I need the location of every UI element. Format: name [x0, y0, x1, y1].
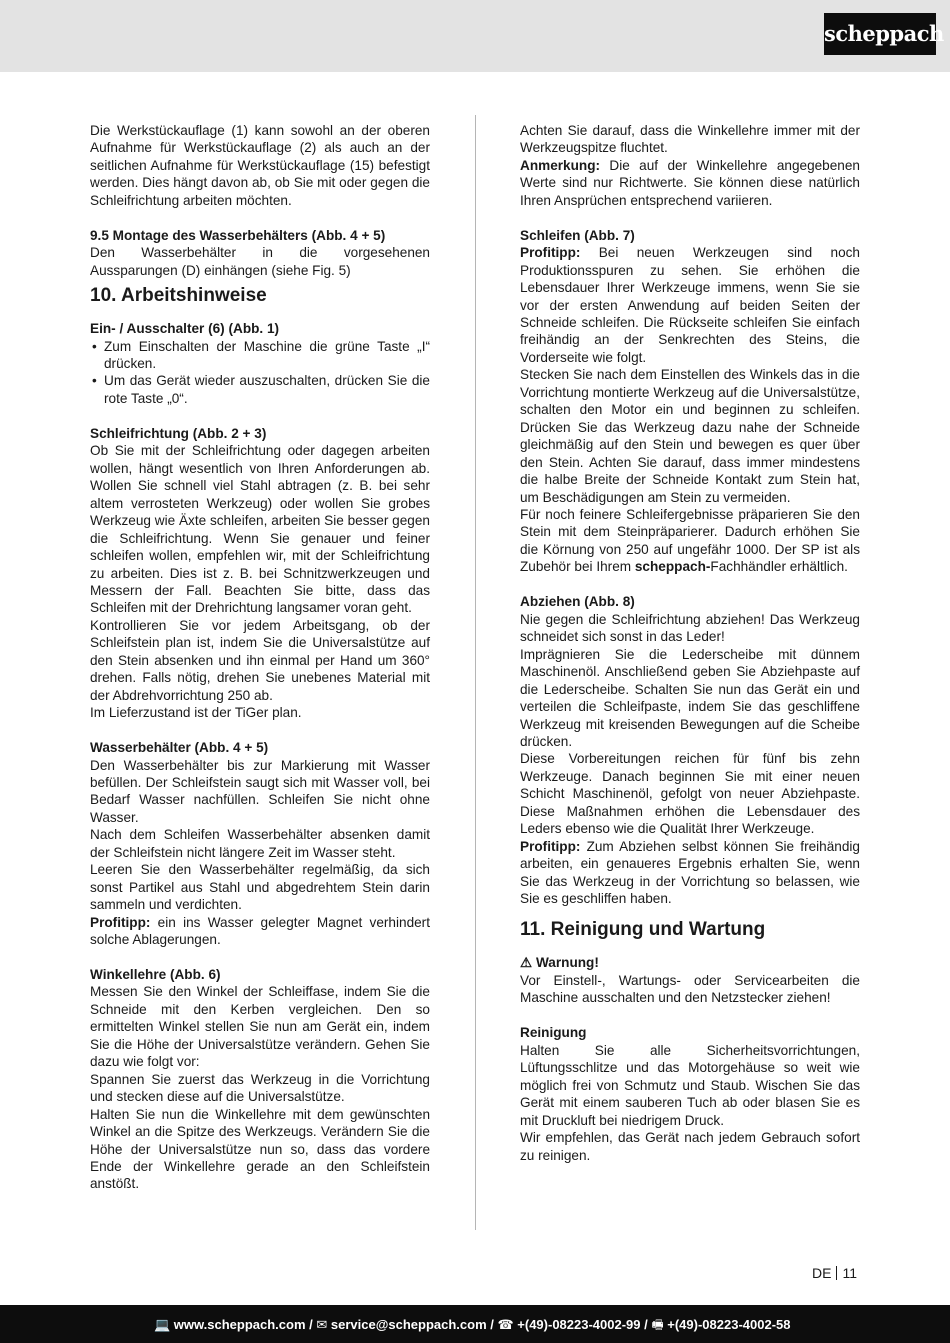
list-item: • Um das Gerät wieder auszuschalten, drücken Sie die rote Taste „0“. — [90, 372, 430, 407]
computer-icon: 💻 — [154, 1317, 171, 1332]
paragraph: Den Wasserbehälter bis zur Markierung mit Wasser befüllen. Der Schleifstein saugt sich mit Wasser voll, bei Bedarf Wasser nachfüllen. Schleifen Sie nicht ohne Wasser. — [90, 757, 430, 825]
bullet-list — [90, 338, 430, 408]
left-column — [90, 122, 430, 1193]
paragraph: Spannen Sie zuerst das Werkzeug in die Vorrichtung und stecken diese auf die Universalstütze. — [90, 1071, 430, 1105]
paragraph — [520, 506, 860, 576]
website-link[interactable]: www.scheppach.com / — [170, 1317, 317, 1332]
note-text: Die auf der Winkellehre angegebenen Werte sind nur Richtwerte. Sie können diese natürlich Ihren Ansprüchen entsprechend variieren. — [520, 157, 860, 208]
paragraph: Nach dem Schleifen Wasserbehälter absenken damit der Schleifstein nicht längere Zeit im Wasser steht. — [90, 827, 430, 860]
text-span: Fachhändler erhältlich. — [710, 559, 848, 575]
subheading: Ein- / Ausschalter (6) (Abb. 1) — [90, 321, 280, 337]
paragraph: Imprägnieren Sie die Lederscheibe mit dünnem Maschinenöl. Anschließend geben Sie Abziehpaste auf die Lederscheibe. Schalten Sie nun das Gerät ein und verteilen die Schleifpaste, indem Sie das geschliffene Werkzeug mit kreisenden Bewegungen auf die Scheibe drücken. — [520, 646, 860, 749]
paragraph: Kontrollieren Sie vor jedem Arbeitsgang, ob der Schleifstein plan ist, indem Sie die Universalstütze auf den Stein absenken und ihn einmal per Hand um 360° drehen. Falls nötig, drehen Sie unebenes Material mit der Abdrehvorrichtung 250 ab. — [90, 617, 430, 703]
tip-label: Profitipp: — [520, 245, 581, 261]
paragraph: Vor Einstell-, Wartungs- oder Servicearbeiten die Maschine ausschalten und den Netzstecker ziehen! — [520, 972, 860, 1006]
brand-name: scheppach- — [634, 559, 711, 575]
tip-paragraph — [520, 838, 860, 908]
warning-heading: ⚠ Warnung! — [520, 955, 599, 971]
subheading: Reinigung — [520, 1025, 587, 1041]
paragraph: Im Lieferzustand ist der TiGer plan. — [90, 705, 302, 721]
paragraph: Wir empfehlen, das Gerät nach jedem Gebrauch sofort zu reinigen. — [520, 1130, 860, 1163]
right-column — [520, 122, 860, 1164]
paragraph: Halten Sie alle Sicherheitsvorrichtungen, Lüftungsschlitze und das Motorgehäuse so weit wie möglich frei von Schmutz und Staub. Wischen Sie das Gerät mit einem sauberen Tuch ab oder blasen Sie es mit Druckluft bei niedrigem Druck. — [520, 1042, 860, 1128]
tip-paragraph — [520, 244, 860, 366]
tip-text: ein ins Wasser gelegter Magnet verhindert solche Ablagerungen. — [90, 914, 430, 948]
subheading: Schleifrichtung (Abb. 2 + 3) — [90, 425, 267, 441]
subheading: 9.5 Montage des Wasserbehälters (Abb. 4 + 5) — [90, 227, 386, 243]
footer-contact — [154, 1316, 790, 1338]
subheading: Schleifen (Abb. 7) — [520, 227, 635, 243]
paragraph: Halten Sie nun die Winkellehre mit dem gewünschten Winkel an die Spitze des Werkzeugs. Verändern Sie die Höhe der Universalstütze nun so, dass das vordere Ende der Winkellehre gerade an den Schleifstein anstößt. — [90, 1106, 430, 1192]
section-heading: 11. Reinigung und Wartung — [520, 919, 766, 941]
phone-icon: ☎ — [497, 1317, 514, 1332]
fax-number: +(49)-08223-4002-58 — [663, 1317, 791, 1332]
tip-text: Bei neuen Werkzeugen sind noch Produktionsspuren zu sehen. Sie erhöhen die Lebensdauer Ihrer Werkzeuge immens, wenn Sie sie vor der ersten Anwendung auf beiden Seiten der Schneide schleifen. Die Rückseite schleifen Sie einfach freihändig an der Senkrechten des Steins, die Vorderseite wie folgt. — [520, 245, 860, 365]
tip-label: Profitipp: — [520, 838, 581, 854]
paragraph: Ob Sie mit der Schleifrichtung oder dagegen arbeiten wollen, hängt wesentlich von Ihren Anforderungen ab. Wollen Sie schnell viel Stahl abtragen (z. B. bei sehr altem verrosteten Werkzeug) oder wollen Sie grobes Werkzeug wie Äxte schleifen, arbeiten Sie besser gegen die Schleifrichtung. Wenn Sie genauer und feiner schleifen wollen, empfehlen wir, mit der Schleifrichtung zu arbeiten. Dies ist z. B. bei Schnitzwerkzeugen und Messern der Fall. Beachten Sie bitte, dass das Schleifen mit der Drehrichtung langsamer voran geht. — [90, 443, 430, 616]
text-span: Für noch feinere Schleifergebnisse präparieren Sie den Stein mit dem Steinpräparierer. Dadurch erhöhen Sie die Körnung von 250 auf ungefähr 1000. Der SP ist als Zubehör bei Ihrem — [520, 507, 860, 575]
paragraph: Den Wasserbehälter in die vorgesehenen Aussparungen (D) einhängen (siehe Fig. 5) — [90, 245, 430, 278]
email-link[interactable]: service@scheppach.com / — [327, 1317, 498, 1332]
subheading: Wasserbehälter (Abb. 4 + 5) — [90, 740, 269, 756]
paragraph: Nie gegen die Schleifrichtung abziehen! Das Werkzeug schneidet sich sonst in das Leder! — [520, 611, 860, 645]
fax-icon: 🖷 — [651, 1317, 664, 1332]
page-number — [812, 1265, 857, 1281]
subheading: Abziehen (Abb. 8) — [520, 594, 635, 610]
tip-label: Profitipp: — [90, 914, 151, 930]
paragraph: Diese Vorbereitungen reichen für fünf bis zehn Werkzeuge. Danach beginnen Sie mit einer neuen Schicht Maschinenöl, gefolgt von neuer Abziehpaste. Diese Maßnahmen erhöhen die Lebensdauer des Leders ebenso wie die Qualität Ihrer Werkzeuge. — [520, 751, 860, 837]
list-item: • Zum Einschalten der Maschine die grüne Taste „I“ drücken. — [90, 338, 430, 373]
header-bar — [0, 0, 950, 72]
page-number-separator — [836, 1266, 837, 1280]
paragraph: Messen Sie den Winkel der Schleiffase, indem Sie die Schneide mit den Kerben vergleichen. Den so ermittelten Winkel stellen Sie nun am Gerät ein, indem Sie die Höhe der Universalstütze verändern. Gehen Sie dazu wie folgt vor: — [90, 984, 430, 1070]
subheading: Winkellehre (Abb. 6) — [90, 967, 221, 983]
note-paragraph — [520, 157, 860, 209]
section-heading: 10. Arbeitshinweise — [90, 285, 267, 307]
paragraph: Stecken Sie nach dem Einstellen des Winkels das in die Vorrichtung montierte Werkzeug auf die Universalstütze, schalten den Motor ein und beginnen zu schleifen. Drücken Sie das Werkzeug dazu nahe der Schneide gleichmäßig auf den Stein und bewegen es quer über den Stein. Achten Sie darauf, dass immer mindestens die halbe Breite der Schneide Kontakt zum Stein hat, um Beschädigungen am Stein zu vermeiden. — [520, 367, 860, 505]
footer-bar — [0, 1305, 950, 1343]
email-icon: ✉ — [316, 1317, 328, 1332]
paragraph: Achten Sie darauf, dass die Winkellehre immer mit der Werkzeugspitze fluchtet. — [520, 123, 860, 156]
paragraph: Die Werkstückauflage (1) kann sowohl an der oberen Aufnahme für Werkstückauflage (2) als auch an der seitlichen Aufnahme für Werkstückauflage (15) befestigt werden. Dies hängt davon ab, ob Sie mit oder gegen die Schleifrichtung arbeiten möchten. — [90, 123, 430, 208]
brand-logo: scheppach — [824, 13, 936, 55]
note-label: Anmerkung: — [520, 157, 601, 173]
tip-text: Zum Abziehen selbst können Sie freihändig arbeiten, ein genaueres Ergebnis erhalten Sie, wenn Sie das Werkzeug in der Vorrichtung so belassen, wie Sie es geschliffen haben. — [520, 838, 860, 907]
page-number-value: 11 — [842, 1265, 857, 1281]
tip-paragraph — [90, 914, 430, 949]
column-divider — [475, 115, 476, 1230]
phone-number: +(49)-08223-4002-99 / — [513, 1317, 652, 1332]
language-code: DE — [812, 1265, 832, 1281]
paragraph: Leeren Sie den Wasserbehälter regelmäßig, da sich sonst Partikel aus Stahl und abgedrehtem Stein darin sammeln und verdichten. — [90, 862, 430, 913]
